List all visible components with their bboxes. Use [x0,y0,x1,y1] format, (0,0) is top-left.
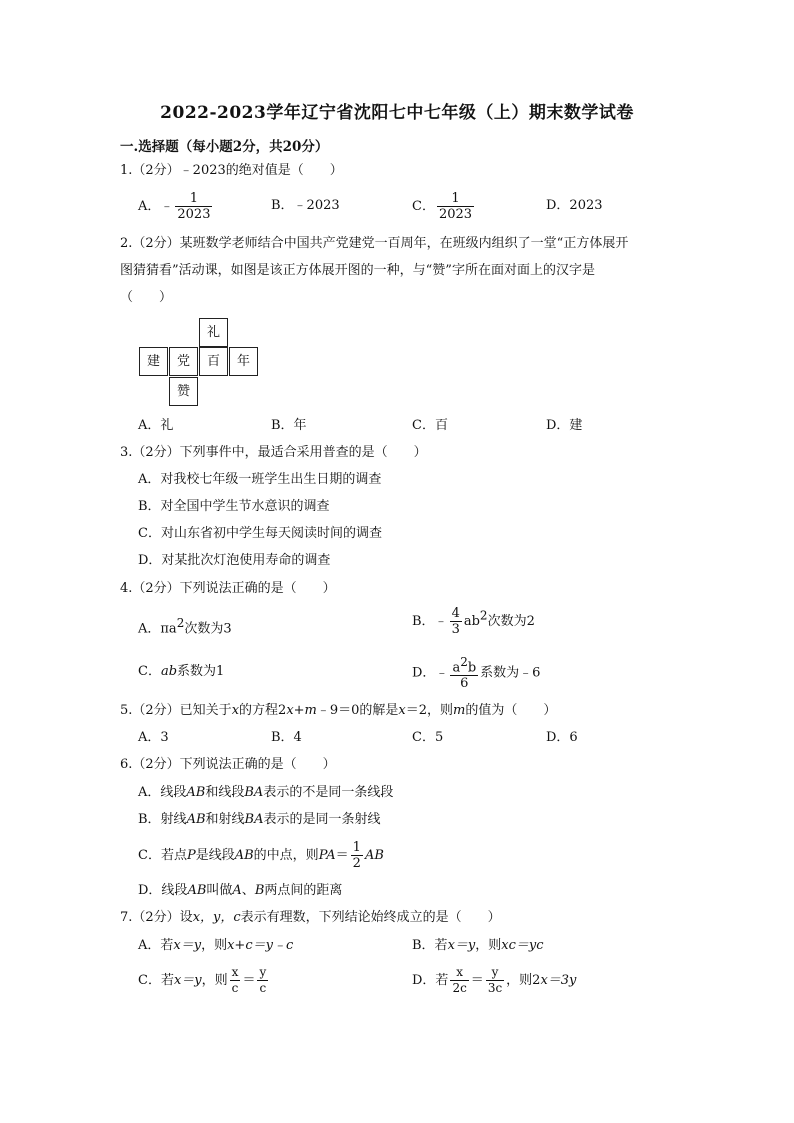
q3-option-d[interactable]: D．对某批次灯泡使用寿命的调查 [138,553,331,568]
q2-option-c[interactable]: C．百 [412,418,448,433]
q2-stem-line3: （ ） [120,290,173,305]
q5-option-b[interactable]: B．4 [271,730,302,745]
section-heading: 一.选择题（每小题2分，共20分） [120,139,329,155]
q5-option-a[interactable]: A．3 [138,730,169,745]
q7-stem: 7.（2分）设x，y，c表示有理数，下列结论始终成立的是（ ） [120,910,501,925]
q7-option-c[interactable]: C．若x＝y，则 $\frac{x}{c}$ ＝ $\frac{y}{c}$ [138,965,267,995]
q7-option-d[interactable]: D．若 $\frac{x}{2c}$ ＝ $\frac{y}{3c}$ ，则2x＝3y [412,965,577,995]
q4-option-d[interactable]: D．﹣ $\frac{a^2b}{6}$ 系数为﹣6 [412,655,541,692]
q7-option-b[interactable]: B．若x＝y，则xc＝yc [412,938,544,953]
q4-option-a[interactable]: A．$\pi a^2$次数为3 [138,616,232,637]
q5-stem: 5.（2分）已知关于x的方程2x+m﹣9＝0的解是x＝2，则m的值为（ ） [120,703,557,718]
net-cell: 礼 [199,318,228,347]
q2-stem-line2: 图猜猜看”活动课，如图是该正方体展开图的一种，与“赞”字所在面对面上的汉字是 [120,263,595,278]
q6-option-d[interactable]: D．线段AB叫做A、B两点间的距离 [138,883,343,898]
net-cell: 年 [229,347,258,376]
q5-option-d[interactable]: D．6 [546,730,578,745]
q6-option-b[interactable]: B．射线AB和射线BA表示的是同一条射线 [138,812,381,827]
q2-option-b[interactable]: B．年 [271,418,307,433]
q6-option-c[interactable]: C．若点P是线段AB的中点，则PA＝ $\frac{1}{2}$ AB [138,840,384,871]
q6-option-a[interactable]: A．线段AB和线段BA表示的不是同一条线段 [138,785,394,800]
q1-stem: 1.（2分）﹣2023的绝对值是（ ） [120,163,343,178]
q3-option-b[interactable]: B．对全国中学生节水意识的调查 [138,499,330,514]
exam-title: 2022-2023学年辽宁省沈阳七中七年级（上）期末数学试卷 [160,103,634,123]
q1-option-b[interactable]: B．﹣2023 [271,198,340,213]
q4-option-b[interactable]: B．﹣ $\frac{4}{3}$ $ab^2$次数为2 [412,606,535,637]
q3-option-c[interactable]: C．对山东省初中学生每天阅读时间的调查 [138,526,382,541]
q3-option-a[interactable]: A．对我校七年级一班学生出生日期的调查 [138,472,382,487]
net-cell: 赞 [169,377,198,406]
q6-stem: 6.（2分）下列说法正确的是（ ） [120,757,336,772]
q1-option-c[interactable]: C． $\frac{1}{2023}$ [412,191,473,222]
net-cell: 建 [139,347,168,376]
q7-option-a[interactable]: A．若x＝y，则x+c＝y﹣c [138,938,294,953]
net-cell: 党 [169,347,198,376]
q4-option-c[interactable]: C．ab系数为1 [138,664,225,679]
q3-stem: 3.（2分）下列事件中，最适合采用普查的是（ ） [120,445,427,460]
q1-option-d[interactable]: D．2023 [546,198,603,213]
net-cell: 百 [199,347,228,376]
q4-stem: 4.（2分）下列说法正确的是（ ） [120,581,336,596]
q5-option-c[interactable]: C．5 [412,730,444,745]
q2-option-a[interactable]: A．礼 [138,418,174,433]
q2-option-d[interactable]: D．建 [546,418,583,433]
q2-stem-line1: 2.（2分）某班数学老师结合中国共产党建党一百周年，在班级内组织了一堂“正方体展开 [120,236,629,251]
cube-net-figure [139,318,261,408]
q1-option-a[interactable]: A．﹣ $\frac{1}{2023}$ [138,191,211,222]
